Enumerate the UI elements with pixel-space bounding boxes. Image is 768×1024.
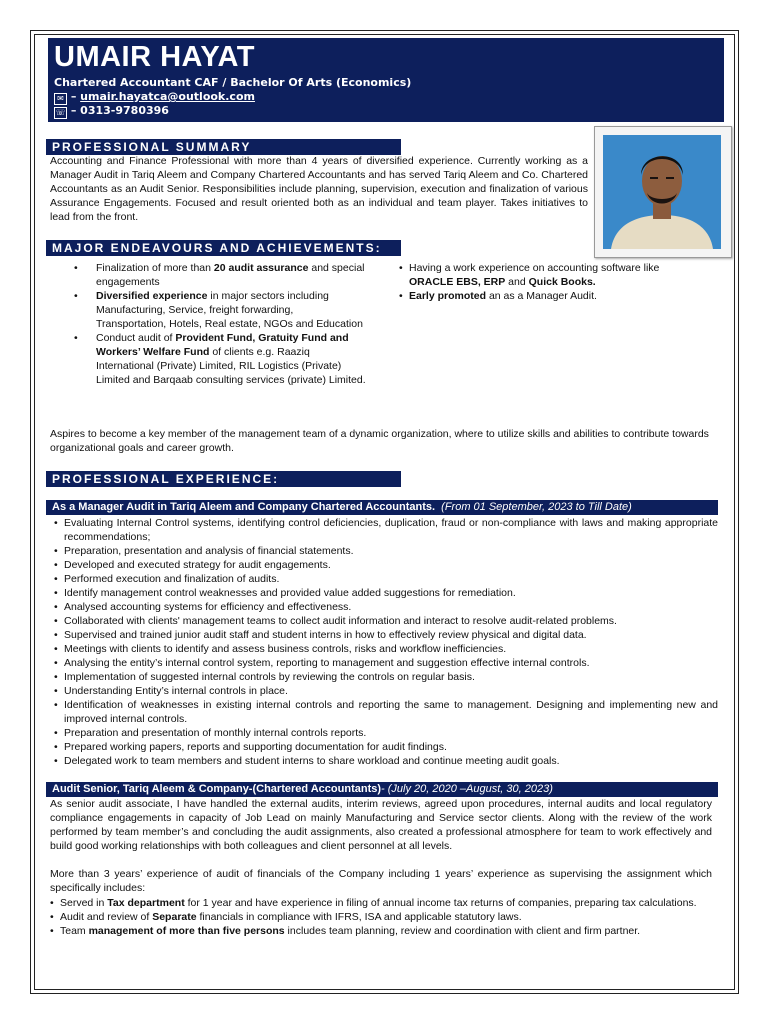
list-item: • Developed and executed strategy for audit engagements.: [50, 558, 718, 572]
list-item: • Identification of weaknesses in existing internal controls and reporting the same to management. Designing and implementing new and improved internal controls.: [50, 698, 718, 726]
list-item: • Analysed accounting systems for efficiency and effectiveness.: [50, 600, 718, 614]
job2-period: - (July 20, 2020 –August, 30, 2023): [381, 783, 553, 795]
phone-icon: ☏: [55, 108, 66, 117]
job2-paragraph: As senior audit associate, I have handled the external audits, interim reviews, agreed upon procedures, internal audits and local regulatory compliance engagements in capacity of Job Lead on mainly Manufacturing and Service sector clients. Along with the review of the work performed by team member’s and concluding the audit assignments, also created a professional atmosphere for team to work effectively and build good working relationships with both colleagues and client personnel at all levels.: [50, 798, 712, 852]
job1-heading: [46, 500, 718, 515]
list-item: • Team management of more than five persons includes team planning, review and coordination with client and firm partner.: [46, 924, 712, 938]
list-item: • Identify management control weaknesses and provided value added suggestions for remediation.: [50, 586, 718, 600]
list-item: • Delegated work to team members and student interns to share workload and continue meeting audit goals.: [50, 754, 718, 768]
phone-number: 0313-9780396: [80, 104, 169, 117]
summary-text: Accounting and Finance Professional with more than 4 years of diversified experience. Currently working as a Manager Audit in Tariq Aleem and Company Chartered Accountants and has served Tariq Aleem and Co. Chartered Accountants as an Audit Senior. Responsibilities include planning, supervision, execution and finalization of various Assurance Engagements. Focused and result oriented both as an individual and team player. Takes initiatives to lead from the front.: [50, 155, 588, 223]
portrait-image: [603, 135, 721, 249]
list-item: • Collaborated with clients' management teams to collect audit information and interact to resolve audit-related problems.: [50, 614, 718, 628]
list-item: • Conduct audit of Provident Fund, Gratuity Fund and Workers’ Welfare Fund of clients e.g. Raaziq International (Private) Limited, RIL Logistics (Private) Limited and Barqaab consulting services (private) Limited.: [46, 331, 366, 387]
list-item: • Understanding Entity’s internal controls in place.: [50, 684, 718, 698]
list-item: • Analysing the entity’s internal control system, reporting to management and suggestion effective internal controls.: [50, 656, 718, 670]
candidate-title: Chartered Accountant CAF / Bachelor Of Arts (Economics): [54, 76, 412, 89]
list-item: • Early promoted an as a Manager Audit.: [399, 289, 719, 303]
list-item: • Having a work experience on accounting software like ORACLE EBS, ERP and Quick Books.: [399, 261, 719, 289]
job2-title: Audit Senior, Tariq Aleem & Company-(Chartered Accountants): [52, 783, 382, 795]
job1-title: As a Manager Audit in Tariq Aleem and Company Chartered Accountants.: [52, 501, 436, 513]
list-item: • Implementation of suggested internal controls by reviewing the controls on regular basis.: [50, 670, 718, 684]
email-line: ✉ – umair.hayatca@outlook.com: [54, 90, 255, 105]
profile-photo: [594, 126, 732, 258]
experience-heading: PROFESSIONAL EXPERIENCE:: [46, 471, 401, 487]
list-item: • Preparation, presentation and analysis of financial statements.: [50, 544, 718, 558]
list-item: • Diversified experience in major sectors including Manufacturing, Service, freight forwarding, Transportation, Hotels, Real estate, NGOs and Education: [46, 289, 366, 331]
list-item: • Preparation and presentation of monthly internal controls reports.: [50, 726, 718, 740]
job2-bullet-list: [46, 896, 712, 938]
phone-line: ☏ – 0313-9780396: [55, 104, 169, 117]
resume-header: [48, 38, 724, 122]
list-item: • Prepared working papers, reports and supporting documentation for audit findings.: [50, 740, 718, 754]
email-link[interactable]: umair.hayatca@outlook.com: [80, 90, 255, 103]
achievements-heading: MAJOR ENDEAVOURS AND ACHIEVEMENTS:: [46, 240, 401, 256]
envelope-icon: ✉: [54, 93, 67, 105]
list-item: • Evaluating Internal Control systems, identifying control deficiencies, duplication, fraud or non-compliance with laws and making appropriate recommendations;: [50, 516, 718, 544]
achievements-right-list: [399, 261, 719, 303]
list-item: • Finalization of more than 20 audit assurance and special engagements: [46, 261, 366, 289]
list-item: • Meetings with clients to identify and assess business controls, risks and workflow inefficiencies.: [50, 642, 718, 656]
job1-period: (From 01 September, 2023 to Till Date): [441, 501, 632, 513]
list-item: • Performed execution and finalization of audits.: [50, 572, 718, 586]
summary-heading: PROFESSIONAL SUMMARY: [46, 139, 401, 155]
job2-paragraph-2: More than 3 years’ experience of audit of financials of the Company including 1 years’ experience as supervising the assignment which specifically includes:: [50, 868, 712, 894]
candidate-name: UMAIR HAYAT: [54, 41, 256, 73]
achievements-left-list: [46, 261, 366, 387]
job1-bullet-list: [50, 516, 718, 768]
job2-heading: [46, 782, 718, 797]
list-item: • Supervised and trained junior audit staff and student interns in how to effectively review physical and digital data.: [50, 628, 718, 642]
aspiration-text: Aspires to become a key member of the management team of a dynamic organization, where to utilize skills and abilities to contribute towards organizational goals and career growth.: [50, 428, 709, 454]
list-item: • Served in Tax department for 1 year and have experience in filing of annual income tax returns of companies, preparing tax calculations.: [46, 896, 712, 910]
list-item: • Audit and review of Separate financials in compliance with IFRS, ISA and applicable statutory laws.: [46, 910, 712, 924]
